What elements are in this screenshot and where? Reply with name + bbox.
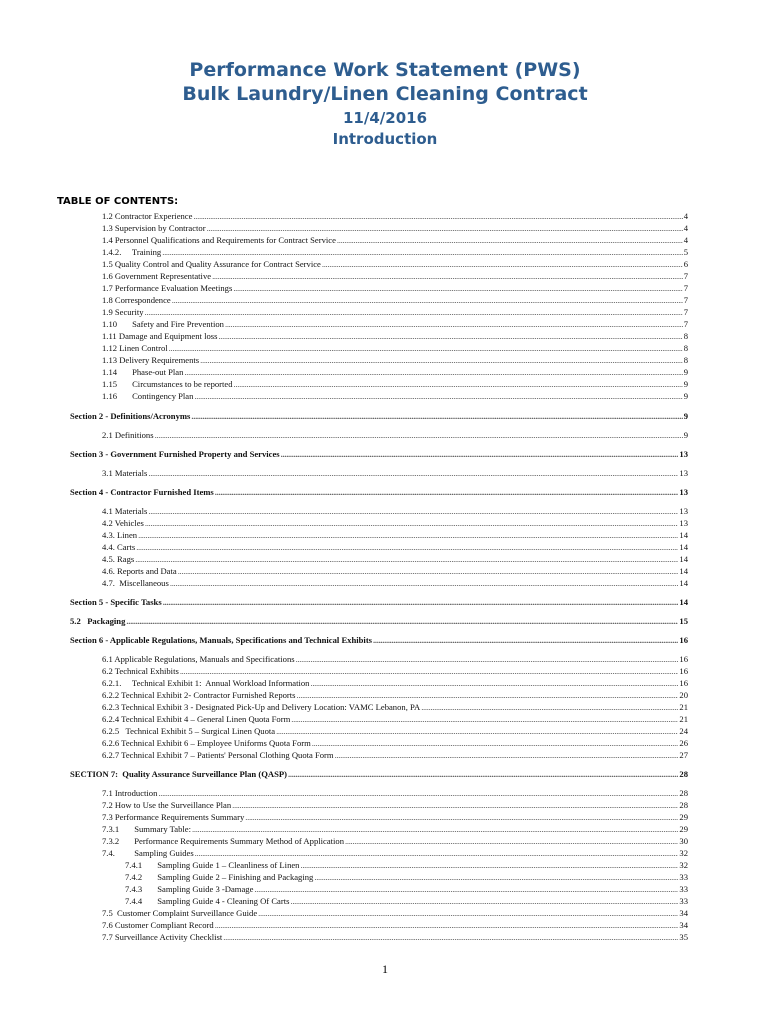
toc-entry[interactable] — [102, 354, 688, 366]
toc-entry-page: 24 — [679, 726, 688, 736]
toc-entry-label: 1.14 Phase-out Plan — [102, 367, 184, 377]
toc-entry-label: Section 5 - Specific Tasks — [70, 597, 162, 607]
toc-entry-page: 28 — [679, 800, 688, 810]
toc-entry-page: 33 — [679, 872, 688, 882]
toc-entry-page: 29 — [679, 812, 688, 822]
toc-leader-dots — [254, 883, 678, 895]
toc-entry[interactable] — [102, 517, 688, 529]
toc-leader-dots — [310, 677, 678, 689]
toc-leader-dots — [232, 799, 678, 811]
toc-entry[interactable] — [102, 653, 688, 665]
toc-entry-label: 4.2 Vehicles — [102, 518, 144, 528]
toc-entry-label: 4.5. Rags — [102, 554, 135, 564]
toc-entry-page: 21 — [679, 702, 688, 712]
toc-entry-label: 1.13 Delivery Requirements — [102, 355, 200, 365]
toc-leader-dots — [233, 282, 682, 294]
toc-entry-label: 1.12 Linen Control — [102, 343, 168, 353]
table-of-contents — [0, 210, 770, 943]
toc-entry-label: 7.3.1 Summary Table: — [102, 824, 191, 834]
toc-entry-page: 13 — [679, 506, 688, 516]
toc-entry[interactable] — [70, 768, 688, 780]
toc-leader-dots — [148, 505, 678, 517]
toc-leader-dots — [126, 615, 678, 627]
toc-leader-dots — [158, 787, 678, 799]
toc-entry-label: Section 6 - Applicable Regulations, Manuals, Specifications and Technical Exhibits — [70, 635, 373, 645]
toc-leader-dots — [145, 306, 683, 318]
toc-entry[interactable] — [102, 210, 688, 222]
toc-entry[interactable] — [102, 665, 688, 677]
toc-entry[interactable] — [102, 529, 688, 541]
toc-entry-page: 13 — [679, 449, 688, 459]
toc-entry-page: 4 — [683, 235, 688, 245]
toc-entry[interactable] — [125, 895, 688, 907]
toc-entry-label: 7.3 Performance Requirements Summary — [102, 812, 245, 822]
toc-entry-page: 7 — [683, 283, 688, 293]
toc-entry-page: 14 — [679, 566, 688, 576]
toc-entry[interactable] — [102, 318, 688, 330]
toc-entry-page: 13 — [679, 518, 688, 528]
toc-entry[interactable] — [102, 725, 688, 737]
toc-entry[interactable] — [70, 410, 688, 422]
toc-entry-label: Section 3 - Government Furnished Property and Services — [70, 449, 280, 459]
toc-entry-page: 8 — [683, 331, 688, 341]
toc-leader-dots — [138, 529, 678, 541]
toc-entry-page: 27 — [679, 750, 688, 760]
toc-entry-label: 6.2.2 Technical Exhibit 2- Contractor Furnished Reports — [102, 690, 296, 700]
toc-entry-page: 21 — [679, 714, 688, 724]
toc-leader-dots — [258, 907, 678, 919]
toc-entry-page: 9 — [683, 367, 688, 377]
toc-leader-dots — [296, 653, 679, 665]
toc-leader-dots — [178, 565, 679, 577]
toc-entry[interactable] — [102, 234, 688, 246]
toc-entry-page: 7 — [683, 271, 688, 281]
toc-entry[interactable] — [102, 330, 688, 342]
toc-leader-dots — [200, 354, 683, 366]
toc-leader-dots — [312, 737, 679, 749]
toc-leader-dots — [212, 270, 683, 282]
toc-entry-label: 7.7 Surveillance Activity Checklist — [102, 932, 223, 942]
toc-entry-page: 8 — [683, 343, 688, 353]
toc-entry-label: 6.2.5 Technical Exhibit 5 – Surgical Linen Quota — [102, 726, 276, 736]
toc-entry-page: 5 — [683, 247, 688, 257]
document-title: Performance Work Statement (PWS) — [189, 59, 581, 81]
toc-entry-label: 4.7. Miscellaneous — [102, 578, 169, 588]
toc-entry-page: 9 — [683, 411, 688, 421]
toc-entry[interactable] — [70, 596, 688, 608]
toc-entry-label: 7.4. Sampling Guides — [102, 848, 194, 858]
toc-entry-label: 1.2 Contractor Experience — [102, 211, 193, 221]
section-title: Introduction — [332, 130, 438, 148]
toc-entry-page: 16 — [679, 654, 688, 664]
toc-leader-dots — [135, 553, 678, 565]
toc-entry-label: 1.4 Personnel Qualifications and Requirements for Contract Service — [102, 235, 336, 245]
toc-entry[interactable] — [102, 847, 688, 859]
toc-entry-label: 7.6 Customer Compliant Record — [102, 920, 214, 930]
toc-entry-label: 1.8 Correspondence — [102, 295, 171, 305]
toc-entry-page: 32 — [679, 860, 688, 870]
toc-entry-page: 6 — [683, 259, 688, 269]
toc-entry[interactable] — [125, 871, 688, 883]
toc-entry-page: 14 — [679, 578, 688, 588]
toc-entry-page: 9 — [683, 391, 688, 401]
toc-entry-page: 14 — [679, 597, 688, 607]
toc-entry[interactable] — [102, 835, 688, 847]
toc-leader-dots — [148, 467, 678, 479]
toc-heading: TABLE OF CONTENTS: — [57, 196, 179, 207]
toc-entry-label: Section 2 - Definitions/Acronyms — [70, 411, 191, 421]
toc-entry[interactable] — [102, 553, 688, 565]
toc-entry[interactable] — [102, 258, 688, 270]
toc-entry[interactable] — [102, 306, 688, 318]
toc-leader-dots — [297, 689, 679, 701]
toc-entry-label: 1.10 Safety and Fire Prevention — [102, 319, 224, 329]
toc-leader-dots — [207, 222, 683, 234]
toc-entry-page: 16 — [679, 666, 688, 676]
toc-leader-dots — [234, 378, 683, 390]
title-block — [0, 58, 770, 150]
toc-entry[interactable] — [102, 270, 688, 282]
document-date: 11/4/2016 — [342, 109, 428, 127]
toc-entry-label: 4.3. Linen — [102, 530, 138, 540]
toc-leader-dots — [184, 366, 682, 378]
toc-entry[interactable] — [70, 615, 688, 627]
toc-entry[interactable] — [102, 907, 688, 919]
toc-entry-page: 34 — [679, 908, 688, 918]
toc-leader-dots — [180, 665, 679, 677]
toc-entry-label: 1.3 Supervision by Contractor — [102, 223, 206, 233]
toc-entry[interactable] — [125, 859, 688, 871]
toc-entry-label: 1.9 Security — [102, 307, 144, 317]
toc-leader-dots — [276, 725, 678, 737]
toc-entry-label: 6.2.4 Technical Exhibit 4 – General Linen Quota Form — [102, 714, 291, 724]
toc-entry[interactable] — [102, 390, 688, 402]
toc-entry-page: 30 — [679, 836, 688, 846]
toc-entry-page: 14 — [679, 530, 688, 540]
toc-leader-dots — [172, 294, 683, 306]
toc-entry[interactable] — [102, 737, 688, 749]
toc-entry-label: 3.1 Materials — [102, 468, 148, 478]
document-subtitle: Bulk Laundry/Linen Cleaning Contract — [182, 83, 588, 105]
toc-entry-label: 7.1 Introduction — [102, 788, 158, 798]
toc-entry[interactable] — [102, 342, 688, 354]
toc-entry-label: SECTION 7: Quality Assurance Surveillance Plan (QASP) — [70, 769, 288, 779]
toc-leader-dots — [192, 823, 678, 835]
toc-leader-dots — [223, 931, 678, 943]
toc-entry-label: 7.5 Customer Complaint Surveillance Guide — [102, 908, 258, 918]
toc-leader-dots — [290, 895, 678, 907]
toc-entry[interactable] — [102, 246, 688, 258]
toc-leader-dots — [291, 713, 678, 725]
toc-entry[interactable] — [102, 749, 688, 761]
toc-leader-dots — [421, 701, 678, 713]
toc-entry-page: 13 — [679, 487, 688, 497]
toc-entry-page: 20 — [679, 690, 688, 700]
toc-entry-label: 7.3.2 Performance Requirements Summary Method of Application — [102, 836, 345, 846]
toc-leader-dots — [335, 749, 679, 761]
toc-leader-dots — [145, 517, 679, 529]
toc-entry[interactable] — [102, 931, 688, 943]
toc-entry-label: 6.2.6 Technical Exhibit 6 – Employee Uniforms Quota Form — [102, 738, 311, 748]
toc-entry[interactable] — [102, 577, 688, 589]
toc-entry-label: 7.2 How to Use the Surveillance Plan — [102, 800, 232, 810]
toc-entry[interactable] — [70, 634, 688, 646]
toc-leader-dots — [288, 768, 678, 780]
toc-entry-label: 4.6. Reports and Data — [102, 566, 177, 576]
toc-leader-dots — [281, 448, 679, 460]
toc-entry-page: 9 — [683, 430, 688, 440]
toc-entry[interactable] — [102, 713, 688, 725]
toc-leader-dots — [215, 486, 679, 498]
toc-entry[interactable] — [102, 787, 688, 799]
toc-entry[interactable] — [102, 366, 688, 378]
toc-leader-dots — [193, 210, 682, 222]
toc-leader-dots — [170, 577, 679, 589]
toc-entry-page: 35 — [679, 932, 688, 942]
page-number: 1 — [382, 962, 388, 976]
toc-entry-label: 5.2 Packaging — [70, 616, 126, 626]
toc-entry-page: 32 — [679, 848, 688, 858]
toc-leader-dots — [245, 811, 678, 823]
toc-entry[interactable] — [102, 541, 688, 553]
toc-entry-label: 1.11 Damage and Equipment loss — [102, 331, 218, 341]
toc-entry-label: 6.1 Applicable Regulations, Manuals and Specifications — [102, 654, 295, 664]
toc-entry[interactable] — [102, 823, 688, 835]
toc-entry[interactable] — [70, 448, 688, 460]
toc-entry-page: 16 — [679, 678, 688, 688]
toc-entry-label: 1.16 Contingency Plan — [102, 391, 194, 401]
toc-entry-page: 13 — [679, 468, 688, 478]
toc-entry-page: 4 — [683, 211, 688, 221]
toc-entry-page: 4 — [683, 223, 688, 233]
toc-entry-label: 1.6 Government Representative — [102, 271, 212, 281]
toc-entry[interactable] — [102, 799, 688, 811]
toc-leader-dots — [322, 258, 683, 270]
toc-leader-dots — [225, 318, 683, 330]
toc-entry[interactable] — [102, 222, 688, 234]
toc-entry-label: 6.2.1. Technical Exhibit 1: Annual Workload Information — [102, 678, 310, 688]
toc-leader-dots — [337, 234, 683, 246]
toc-leader-dots — [162, 246, 682, 258]
toc-leader-dots — [195, 847, 679, 859]
toc-leader-dots — [314, 871, 678, 883]
toc-entry-page: 14 — [679, 542, 688, 552]
toc-entry-label: 1.4.2. Training — [102, 247, 162, 257]
toc-entry-page: 15 — [679, 616, 688, 626]
toc-entry[interactable] — [102, 811, 688, 823]
toc-entry-page: 28 — [679, 769, 688, 779]
toc-entry-label: 7.4.3 Sampling Guide 3 -Damage — [125, 884, 254, 894]
toc-entry[interactable] — [102, 689, 688, 701]
toc-entry[interactable] — [70, 486, 688, 498]
toc-entry[interactable] — [102, 677, 688, 689]
toc-entry-label: 4.1 Materials — [102, 506, 148, 516]
toc-entry-label: Section 4 - Contractor Furnished Items — [70, 487, 214, 497]
toc-entry-page: 14 — [679, 554, 688, 564]
toc-entry[interactable] — [102, 919, 688, 931]
toc-entry-label: 7.4.1 Sampling Guide 1 – Cleanliness of Linen — [125, 860, 300, 870]
toc-entry-page: 7 — [683, 307, 688, 317]
toc-entry[interactable] — [102, 467, 688, 479]
toc-entry-label: 6.2 Technical Exhibits — [102, 666, 179, 676]
toc-leader-dots — [218, 330, 682, 342]
toc-entry-label: 6.2.3 Technical Exhibit 3 - Designated Pick-Up and Delivery Location: VAMC Lebanon, PA — [102, 702, 421, 712]
toc-leader-dots — [169, 342, 683, 354]
toc-entry-page: 26 — [679, 738, 688, 748]
toc-leader-dots — [194, 390, 682, 402]
toc-entry-label: 1.5 Quality Control and Quality Assurance for Contract Service — [102, 259, 321, 269]
toc-entry[interactable] — [102, 429, 688, 441]
toc-entry-page: 9 — [683, 379, 688, 389]
toc-leader-dots — [163, 596, 679, 608]
toc-entry[interactable] — [102, 565, 688, 577]
toc-entry-page: 33 — [679, 884, 688, 894]
toc-entry[interactable] — [102, 282, 688, 294]
toc-entry-label: 1.15 Circumstances to be reported — [102, 379, 233, 389]
toc-leader-dots — [215, 919, 679, 931]
toc-entry-label: 6.2.7 Technical Exhibit 7 – Patients' Personal Clothing Quota Form — [102, 750, 334, 760]
toc-leader-dots — [373, 634, 678, 646]
toc-entry[interactable] — [102, 378, 688, 390]
toc-entry-label: 7.4.4 Sampling Guide 4 - Cleaning Of Carts — [125, 896, 290, 906]
toc-entry[interactable] — [102, 505, 688, 517]
toc-entry-label: 2.1 Definitions — [102, 430, 154, 440]
toc-entry-page: 7 — [683, 319, 688, 329]
toc-leader-dots — [136, 541, 678, 553]
toc-leader-dots — [155, 429, 683, 441]
toc-leader-dots — [191, 410, 682, 422]
toc-entry-label: 4.4. Carts — [102, 542, 136, 552]
toc-entry-page: 8 — [683, 355, 688, 365]
toc-entry[interactable] — [102, 701, 688, 713]
toc-leader-dots — [345, 835, 678, 847]
toc-entry[interactable] — [125, 883, 688, 895]
toc-entry-page: 28 — [679, 788, 688, 798]
toc-entry-page: 7 — [683, 295, 688, 305]
toc-entry[interactable] — [102, 294, 688, 306]
toc-entry-page: 16 — [679, 635, 688, 645]
toc-entry-page: 34 — [679, 920, 688, 930]
toc-entry-label: 1.7 Performance Evaluation Meetings — [102, 283, 233, 293]
toc-leader-dots — [300, 859, 678, 871]
toc-entry-label: 7.4.2 Sampling Guide 2 – Finishing and Packaging — [125, 872, 314, 882]
toc-entry-page: 29 — [679, 824, 688, 834]
toc-entry-page: 33 — [679, 896, 688, 906]
